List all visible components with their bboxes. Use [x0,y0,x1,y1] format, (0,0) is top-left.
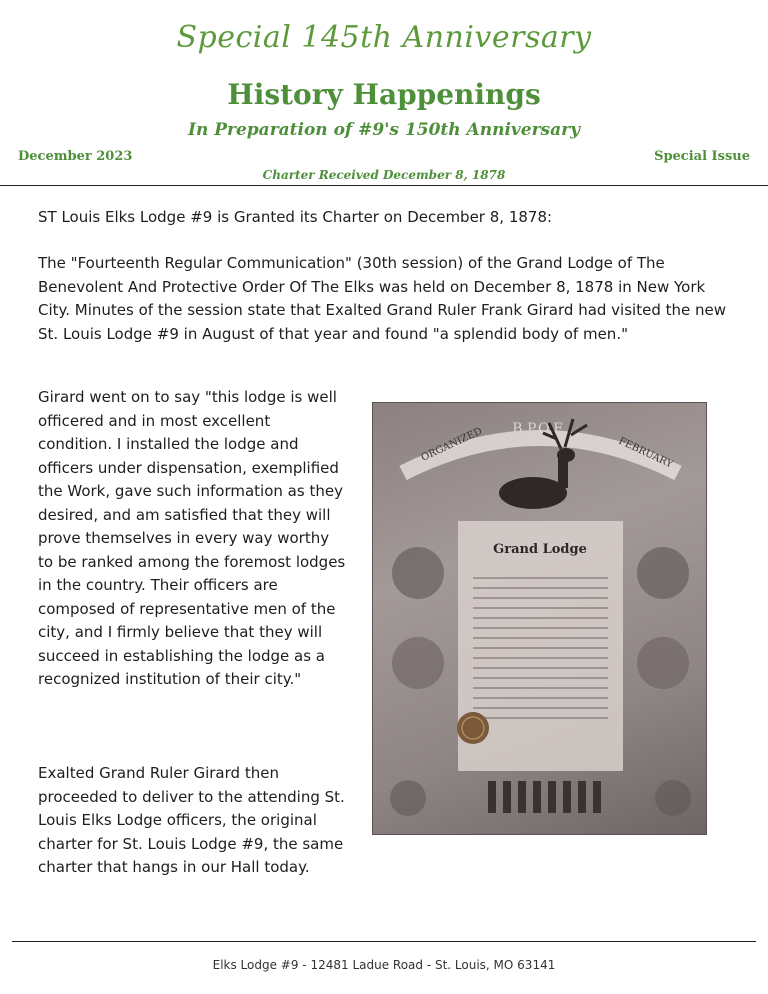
article-paragraph-delivery: Exalted Grand Ruler Girard then proceeded to deliver to the attending St. Louis Elks Lodge officers, the original charter for St. Louis Lodge #9, the same charter that hangs in our Hall today. [38,764,345,876]
officer-figures [488,781,601,813]
article-paragraph-session: The "Fourteenth Regular Communication" (30th session) of the Grand Lodge of The Benevolent And Protective Order Of The Elks was held on December 8, 1878 in New York City. Minutes of the session state that Exalted Grand Ruler Frank Girard had visited the new St. Louis Lodge #9 in August of that year and found "a splendid body of men." [38,254,726,343]
newsletter-subtitle: In Preparation of #9's 150th Anniversary [188,120,580,140]
article-paragraph-quote: Girard went on to say "this lodge is well officered and in most excellent condition. I installed the lodge and officers under dispensation, exemplified the Work, gave such information as they desired, and am satisfied that they will prove themselves in every way worthy to be ranked among the foremost lodges in the country. Their officers are composed of representative men of the city, and I firmly believe that they will succeed in establishing the lodge as a recognized institution of their city." [38,388,346,688]
header-divider [0,185,768,186]
banner-right-text: FEBRUARY [616,435,675,471]
charter-photo [372,402,707,835]
charter-date-line: Charter Received December 8, 1878 [262,168,506,182]
newsletter-title: History Happenings [227,78,541,111]
charter-heading: Grand Lodge [493,542,587,557]
article-intro: ST Louis Elks Lodge #9 is Granted its Charter on December 8, 1878: [38,208,553,226]
script-title: Special 145th Anniversary [176,20,592,55]
issue-label: Special Issue [654,149,750,164]
banner-top-text: B.P.O.E. [512,421,568,437]
issue-date: December 2023 [18,149,133,164]
footer-divider [12,941,756,942]
footer-address: Elks Lodge #9 - 12481 Ladue Road - St. Louis, MO 63141 [212,958,556,972]
banner-left-text: ORGANIZED [419,425,484,464]
